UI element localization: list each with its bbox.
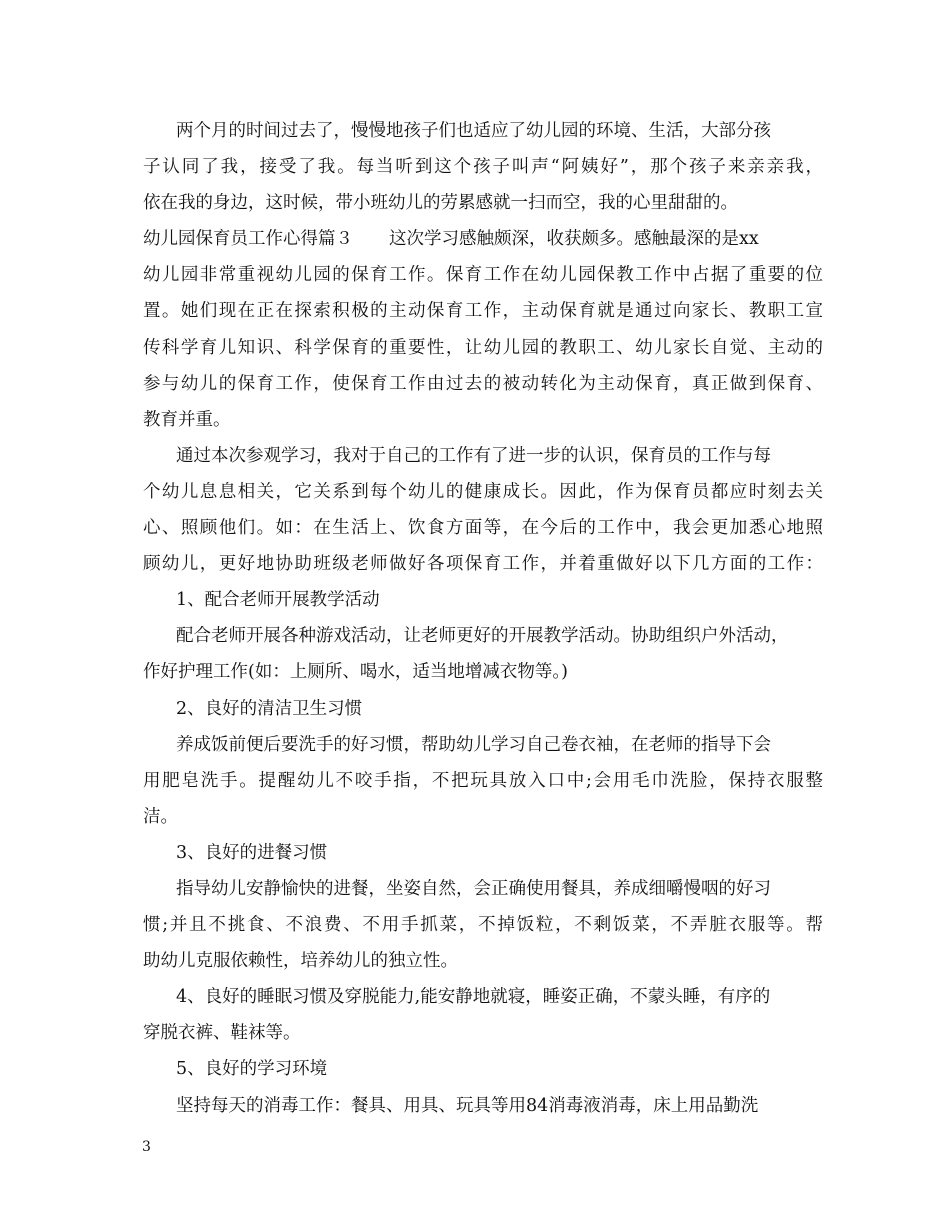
- text-line: 穿脱衣裤、鞋袜等。: [143, 1023, 301, 1044]
- text-line: 洁。: [143, 806, 178, 827]
- text-line: 两个月的时间过去了，慢慢地孩子们也适应了幼儿园的环境、生活，大部分孩: [176, 121, 771, 141]
- text-line: 子认同了我，接受了我。每当听到这个孩子叫声“阿姨好”，那个孩子来亲亲我，: [143, 157, 823, 178]
- list-heading: 5、良好的学习环境: [176, 1059, 328, 1080]
- text-line: 置。她们现在正在探索积极的主动保育工作，主动保育就是通过向家长、教职工宣: [143, 301, 823, 322]
- text-line: 教育并重。: [143, 409, 231, 430]
- list-heading: 1、配合老师开展教学活动: [176, 590, 380, 611]
- text-line: 养成饭前便后要洗手的好习惯，帮助幼儿学习自己卷衣袖，在老师的指导下会: [176, 734, 771, 755]
- text-line: 4、良好的睡眠习惯及穿脱能力,能安静地就寝，睡姿正确，不蒙头睡，有序的: [176, 987, 771, 1008]
- text-line: 依在我的身边，这时候，带小班幼儿的劳累感就一扫而空，我的心里甜甜的。: [143, 193, 738, 214]
- text-line: 个幼儿息息相关，它关系到每个幼儿的健康成长。因此，作为保育员都应时刻去关: [143, 481, 823, 502]
- text-line: 指导幼儿安静愉快的进餐，坐姿自然，会正确使用餐具，养成细嚼慢咽的好习: [176, 878, 771, 899]
- text-line: 用肥皂洗手。提醒幼儿不咬手指，不把玩具放入口中;会用毛巾洗脸，保持衣服整: [143, 770, 823, 791]
- text-line: 作好护理工作(如：上厕所、喝水，适当地增减衣物等。): [143, 662, 568, 683]
- text-line: 顾幼儿，更好地协助班级老师做好各项保育工作，并着重做好以下几方面的工作：: [143, 554, 823, 575]
- text-line: 配合老师开展各种游戏活动，让老师更好的开展教学活动。协助组织户外活动，: [176, 626, 789, 647]
- text-line: 心、照顾他们。如：在生活上、饮食方面等，在今后的工作中，我会更加悉心地照: [143, 518, 823, 539]
- text-line: 坚持每天的消毒工作：餐具、用具、玩具等用84消毒液消毒，床上用品勤洗: [176, 1095, 759, 1116]
- text-line: 通过本次参观学习，我对于自己的工作有了进一步的认识，保育员的工作与每: [176, 445, 771, 466]
- text-line: 参与幼儿的保育工作，使保育工作由过去的被动转化为主动保育，真正做到保育、: [143, 373, 823, 394]
- text-line: 传科学育儿知识、科学保育的重要性，让幼儿园的教职工、幼儿家长自觉、主动的: [143, 337, 823, 358]
- list-heading: 2、良好的清洁卫生习惯: [176, 698, 363, 719]
- page-number: 3: [142, 1139, 151, 1155]
- text-line: [143, 221, 823, 257]
- text-line: 幼儿园非常重视幼儿园的保育工作。保育工作在幼儿园保教工作中占据了重要的位: [143, 265, 823, 286]
- text-line: 助幼儿克服依赖性，培养幼儿的独立性。: [143, 951, 458, 972]
- document-body: [143, 113, 823, 1124]
- section-heading: 幼儿园保育员工作心得篇３: [143, 229, 353, 250]
- list-heading: 3、良好的进餐习惯: [176, 842, 328, 863]
- text-fragment: 这次学习感触颇深，收获颇多。感触最深的是xx: [389, 229, 759, 250]
- text-line: 惯;并且不挑食、不浪费、不用手抓菜，不掉饭粒，不剩饭菜，不弄脏衣服等。帮: [143, 915, 823, 936]
